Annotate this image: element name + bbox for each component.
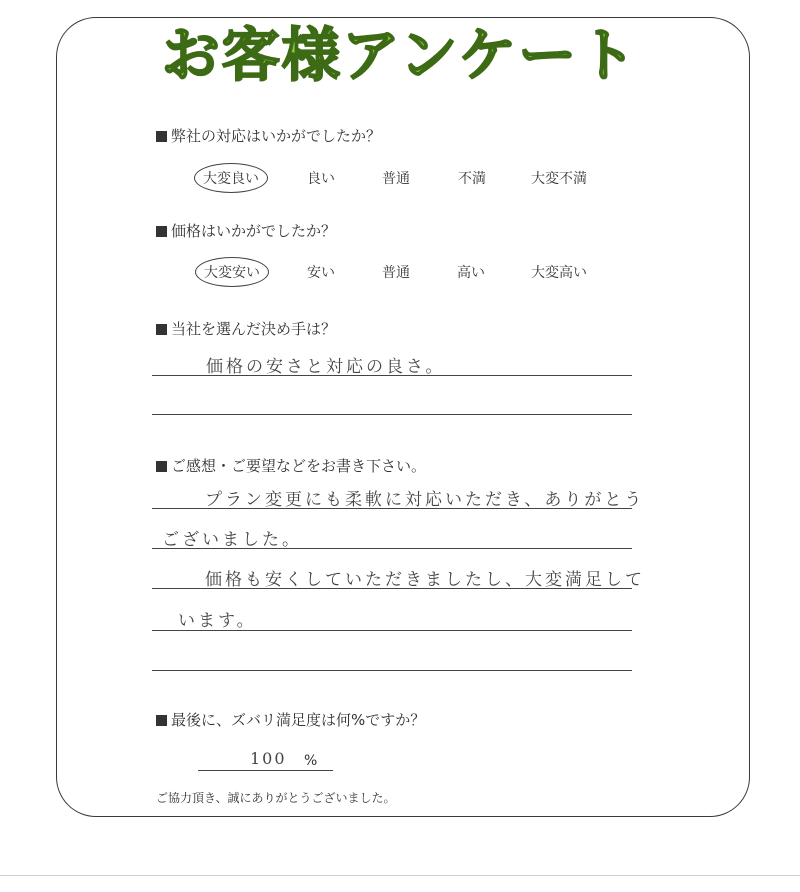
answer-line	[152, 508, 632, 509]
q2-option-1[interactable]: 大変安い	[195, 257, 269, 287]
q1-option-1[interactable]: 大変良い	[194, 163, 268, 193]
question-1-text: 弊社の対応はいかがでしたか？	[171, 127, 382, 145]
bullet-square-icon	[156, 461, 167, 472]
answer-line	[152, 670, 632, 671]
q1-option-3[interactable]: 普通	[382, 171, 410, 187]
q2-option-3[interactable]: 普通	[382, 265, 410, 281]
answer-line	[152, 414, 632, 415]
question-4-text: ご感想・ご要望などをお書き下さい。	[171, 457, 427, 475]
bullet-square-icon	[156, 226, 167, 237]
q1-option-5[interactable]: 大変不満	[531, 171, 587, 187]
question-5-text: 最後に、ズバリ満足度は何%ですか？	[171, 711, 426, 729]
bullet-square-icon	[156, 715, 167, 726]
q2-option-5[interactable]: 大変高い	[531, 265, 587, 281]
q4-answer-line-2: ございました。	[162, 530, 302, 550]
satisfaction-value: 100	[250, 749, 287, 768]
answer-line	[152, 630, 632, 631]
answer-line	[152, 375, 632, 376]
q1-option-2[interactable]: 良い	[307, 171, 335, 187]
thank-you-note: ご協力頂き、誠にありがとうございました。	[156, 791, 396, 805]
q4-answer-line-1: プラン変更にも柔軟に対応いただき、ありがとう	[205, 490, 645, 510]
page-bottom-rule	[0, 875, 800, 876]
question-2	[156, 220, 336, 241]
q1-option-4[interactable]: 不満	[458, 171, 486, 187]
question-5	[156, 709, 425, 730]
answer-line	[152, 588, 632, 589]
question-4	[156, 455, 426, 476]
survey-title: お客様アンケート	[161, 21, 639, 89]
question-3	[156, 318, 336, 339]
answer-line	[152, 548, 632, 549]
q4-answer-line-3: 価格も安くしていただきましたし、大変満足して	[205, 570, 645, 590]
bullet-square-icon	[156, 324, 167, 335]
bullet-square-icon	[156, 131, 167, 142]
q4-answer-line-4: います。	[178, 611, 257, 631]
q2-option-2[interactable]: 安い	[307, 265, 335, 281]
question-2-text: 価格はいかがでしたか？	[171, 222, 337, 240]
question-1	[156, 125, 381, 146]
question-3-text: 当社を選んだ決め手は？	[171, 320, 337, 338]
q3-answer: 価格の安さと対応の良さ。	[206, 357, 446, 377]
percent-unit: %	[304, 753, 318, 769]
q2-option-4[interactable]: 高い	[457, 265, 485, 281]
satisfaction-line	[198, 770, 333, 771]
